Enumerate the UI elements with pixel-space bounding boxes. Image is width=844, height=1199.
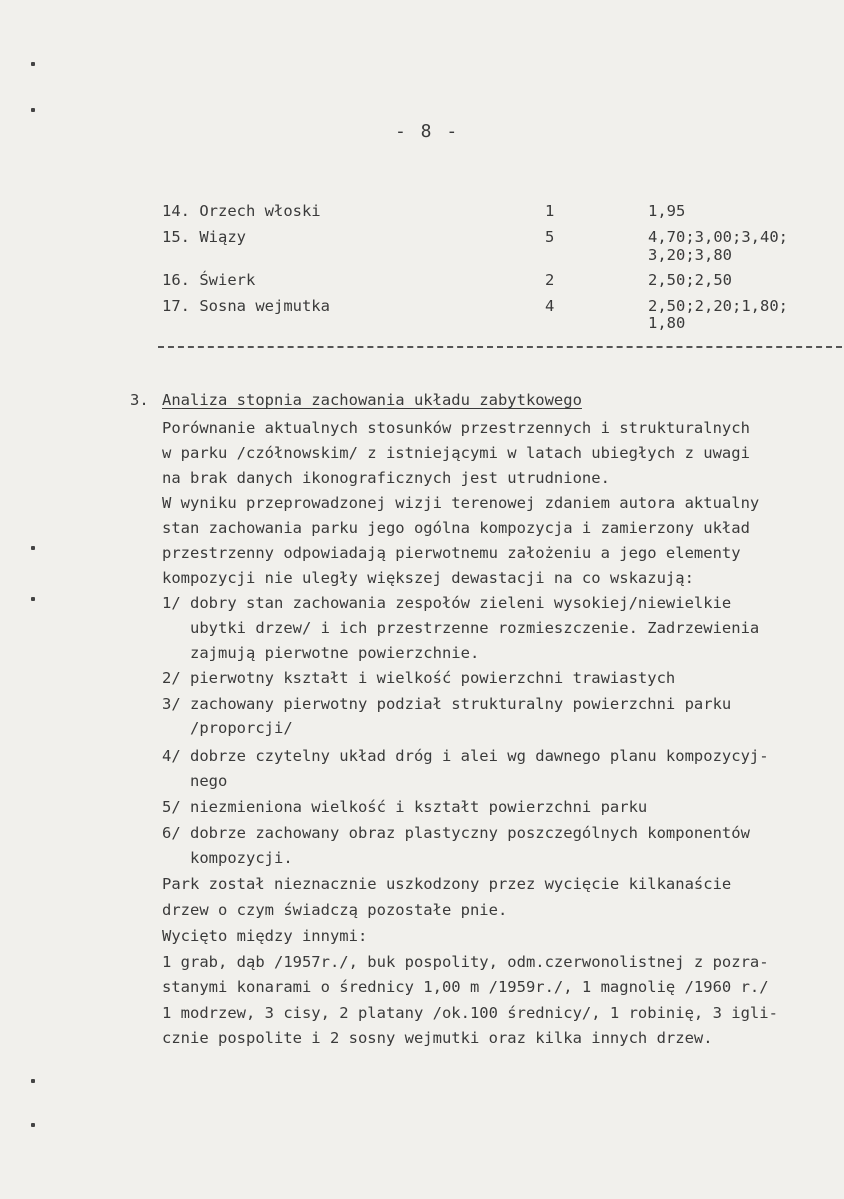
body-line: na brak danych ikonograficznych jest utrudnione.: [162, 469, 610, 487]
tree-value: 1,80: [648, 314, 686, 332]
tree-name: 17. Sosna wejmutka: [162, 297, 330, 315]
tree-value: 1,95: [648, 202, 686, 220]
list-item: ubytki drzew/ i ich przestrzenne rozmieszczenie. Zadrzewienia: [162, 619, 760, 637]
body-line: 1 grab, dąb /1957r./, buk pospolity, odm.czerwonolistnej z pozra-: [162, 953, 769, 971]
tree-name: 16. Świerk: [162, 271, 256, 289]
section-number: 3.: [130, 391, 149, 409]
body-line: Park został nieznacznie uszkodzony przez wycięcie kilkanaście: [162, 875, 732, 893]
list-item: kompozycji.: [162, 849, 293, 867]
body-line: Wycięto między innymi:: [162, 927, 368, 945]
list-item: 1/ dobry stan zachowania zespołów zieleni wysokiej/niewielkie: [162, 594, 732, 612]
tree-count: 1: [545, 202, 555, 220]
margin-mark: [31, 1079, 35, 1083]
list-item: 6/ dobrze zachowany obraz plastyczny poszczególnych komponentów: [162, 824, 750, 842]
body-line: kompozycji nie uległy większej dewastacji na co wskazują:: [162, 569, 694, 587]
page-number: - 8 -: [395, 121, 460, 142]
list-item: 4/ dobrze czytelny układ dróg i alei wg dawnego planu kompozycyj-: [162, 747, 769, 765]
body-line: 1 modrzew, 3 cisy, 2 platany /ok.100 średnicy/, 1 robinię, 3 igli-: [162, 1004, 778, 1022]
margin-mark: [31, 597, 35, 601]
body-line: stan zachowania parku jego ogólna kompozycja i zamierzony układ: [162, 519, 750, 537]
tree-name: 15. Wiązy: [162, 228, 246, 246]
margin-mark: [31, 1123, 35, 1127]
list-item: 5/ niezmieniona wielkość i kształt powierzchni parku: [162, 798, 648, 816]
tree-value: 3,20;3,80: [648, 246, 732, 264]
margin-mark: [31, 546, 35, 550]
tree-value: 2,50;2,50: [648, 271, 732, 289]
tree-name: 14. Orzech włoski: [162, 202, 321, 220]
body-line: stanymi konarami o średnicy 1,00 m /1959r./, 1 magnolię /1960 r./: [162, 978, 769, 996]
margin-mark: [31, 62, 35, 66]
tree-count: 5: [545, 228, 555, 246]
list-item: 3/ zachowany pierwotny podział strukturalny powierzchni parku: [162, 695, 732, 713]
body-line: przestrzenny odpowiadają pierwotnemu założeniu a jego elementy: [162, 544, 741, 562]
list-item: zajmują pierwotne powierzchnie.: [162, 644, 480, 662]
body-line: W wyniku przeprowadzonej wizji terenowej zdaniem autora aktualny: [162, 494, 760, 512]
tree-count: 4: [545, 297, 555, 315]
body-line: w parku /czółnowskim/ z istniejącymi w latach ubiegłych z uwagi: [162, 444, 750, 462]
section-title: Analiza stopnia zachowania układu zabytkowego: [162, 391, 582, 409]
body-line: cznie pospolite i 2 sosny wejmutki oraz kilka innych drzew.: [162, 1029, 713, 1047]
tree-value: 2,50;2,20;1,80;: [648, 297, 788, 315]
tree-value: 4,70;3,00;3,40;: [648, 228, 788, 246]
margin-mark: [31, 108, 35, 112]
list-item: 2/ pierwotny kształt i wielkość powierzchni trawiastych: [162, 669, 676, 687]
list-item: /proporcji/: [162, 719, 293, 737]
table-divider: [158, 346, 842, 348]
body-line: drzew o czym świadczą pozostałe pnie.: [162, 901, 508, 919]
list-item: nego: [162, 772, 228, 790]
tree-count: 2: [545, 271, 555, 289]
body-line: Porównanie aktualnych stosunków przestrzennych i strukturalnych: [162, 419, 750, 437]
